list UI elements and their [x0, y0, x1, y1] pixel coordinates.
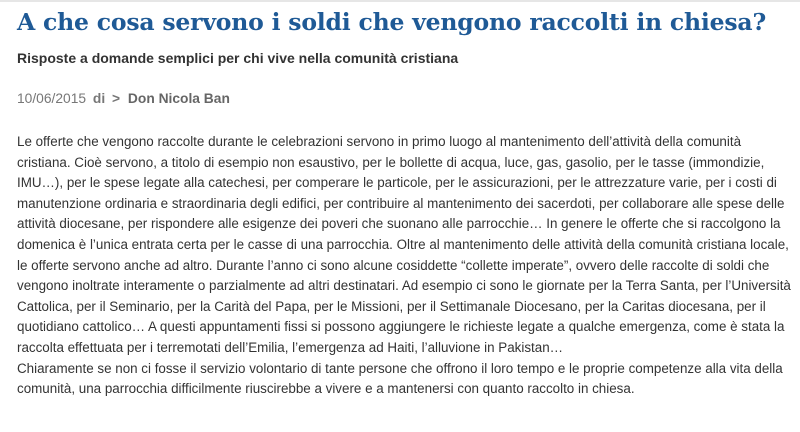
publish-date: 10/06/2015 [17, 91, 87, 106]
byline-prefix: di [92, 91, 106, 106]
author-link[interactable]: Don Nicola Ban [127, 91, 230, 106]
article-title: A che cosa servono i soldi che vengono raccolti in chiesa? [17, 8, 767, 36]
article [17, 4, 792, 400]
article-subtitle: Risposte a domande semplici per chi vive nella comunità cristiana [17, 50, 459, 66]
article-body [17, 132, 792, 400]
body-paragraph: Chiaramente se non ci fosse il servizio volontario di tante persone che offrono il loro tempo e le proprie competenze alla vita della comunità, una parrocchia difficilmente riuscirebbe a vivere e a mantenersi con quanto raccolto in chiesa. [17, 360, 783, 397]
body-paragraph: Le offerte che vengono raccolte durante le celebrazioni servono in primo luogo al mantenimento dell’attività della comunità cristiana. Cioè servono, a titolo di esempio non esaustivo, per le bollette di acqua, luce, gas, gasolio, per le tasse (immondizie, IMU…), per le spese legate alla catechesi, per comperare le particole, per le assicurazioni, per le attrezzature varie, per i costi di manutenzione ordinaria e straordinaria degli edifici, per contribuire al mantenimento dei sacerdoti, per collaborare alle spese delle attività diocesane, per rispondere alle esigenze dei poveri che suonano alle parrocchie… In genere le offerte che si raccolgono la domenica è l’unica entrata certa per le casse di una parrocchia. Oltre al mantenimento delle attività della comunità cristiana locale, le offerte servono anche ad altro. Durante l’anno ci sono alcune cosiddette “collette imperate”, ovvero delle raccolte di soldi che vengono inoltrate interamente o parzialmente ad altri destinatari. Ad esempio ci sono le giornate per la Terra Santa, per l’Università Cattolica, per il Seminario, per la Carità del Papa, per le Missioni, per il Settimanale Diocesano, per la Caritas diocesana, per il quotidiano cattolico… A questi appuntamenti fissi si possono aggiungere le richieste legate a qualche emergenza, come è stata la raccolta effettuata per i terremotati dell’Emilia, l’emergenza ad Haiti, l’alluvione in Pakistan… [17, 134, 791, 355]
chevron-right-icon: > [112, 91, 121, 106]
article-meta [17, 89, 792, 109]
top-divider [0, 0, 800, 2]
